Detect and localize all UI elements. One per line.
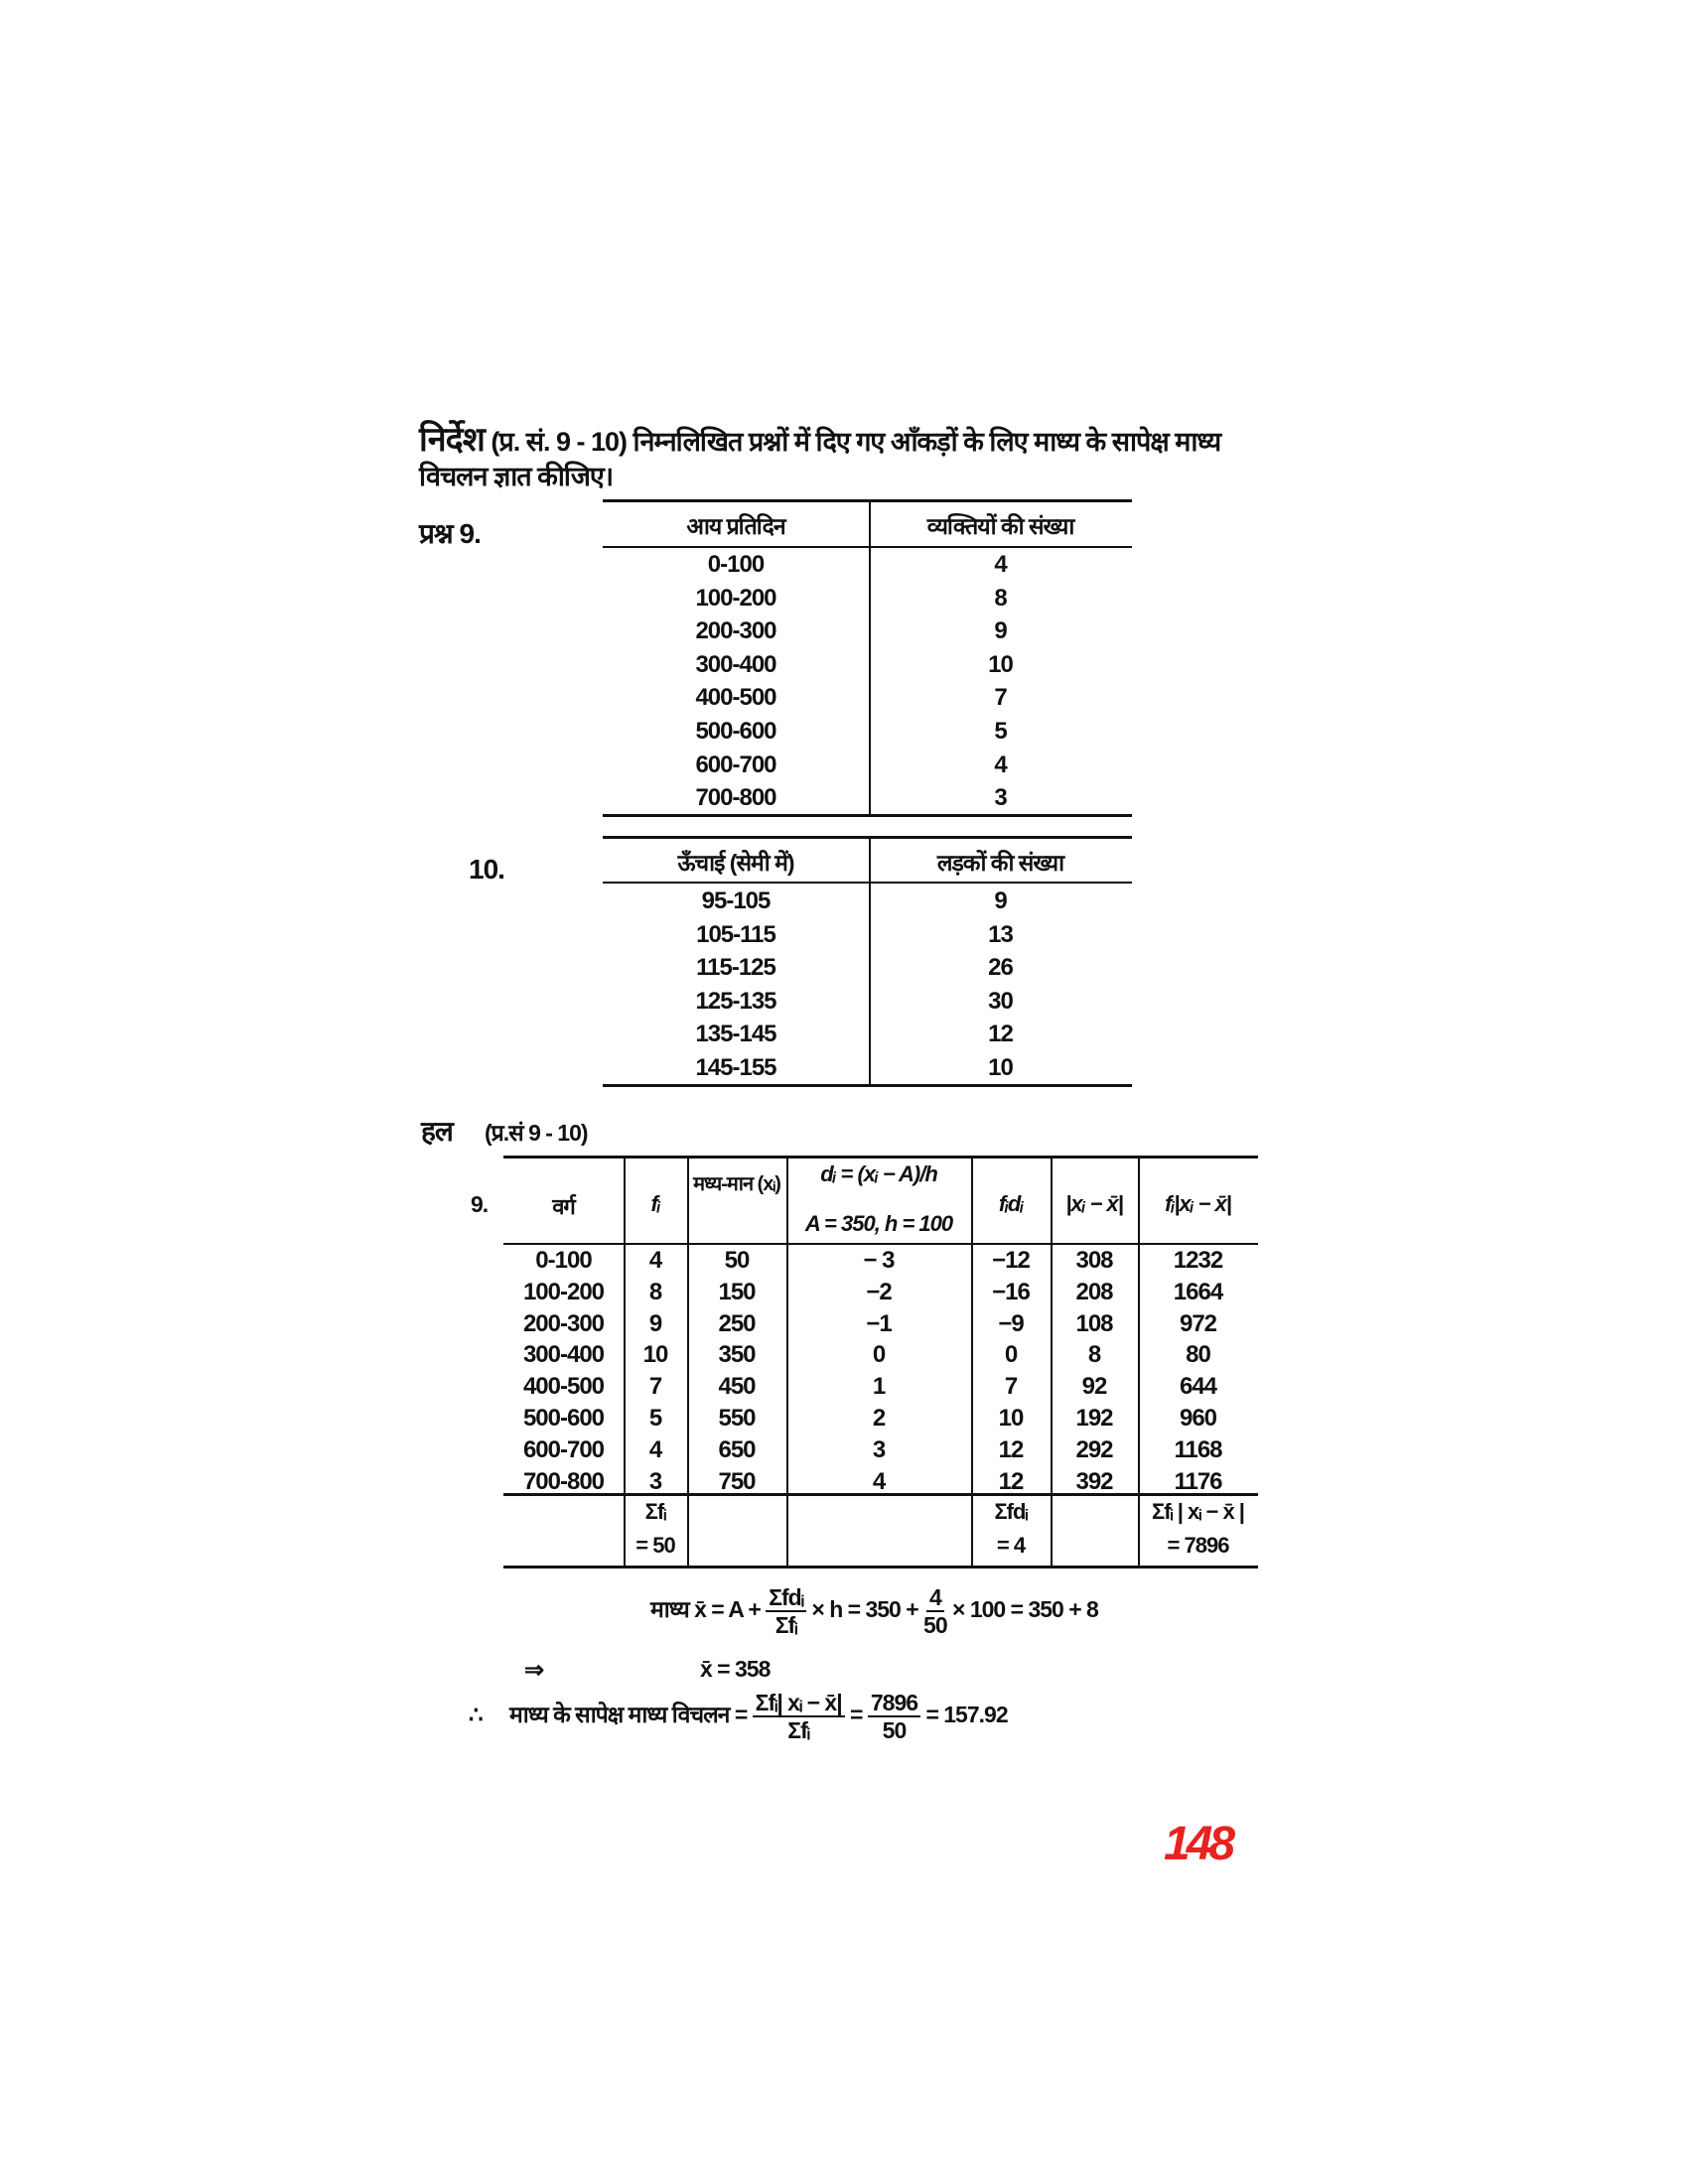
table-cell: 7: [1004, 1373, 1018, 1401]
column-header: व्यक्तियों की संख्या: [926, 513, 1074, 539]
count-cell: 4: [994, 551, 1007, 578]
total-cell: Σfᵢ | xᵢ − x̄ |: [1152, 1499, 1244, 1524]
table-cell: 80: [1186, 1341, 1210, 1369]
table-cell: 3: [648, 1467, 662, 1495]
column-header: A = 350, h = 100: [804, 1211, 953, 1236]
table-header-rule: [603, 546, 1132, 548]
table-cell: 400-500: [522, 1373, 605, 1401]
count-cell: 9: [994, 887, 1007, 914]
mean-den2: 50: [923, 1612, 947, 1638]
table-cell: 1232: [1173, 1247, 1223, 1274]
solution-number: 9.: [471, 1191, 489, 1217]
table-cell: 12: [998, 1435, 1024, 1463]
column-header: मध्य-मान (xᵢ): [693, 1173, 780, 1195]
directions-label: निर्देश: [419, 421, 485, 459]
mean-prefix: माध्य x̄ = A +: [650, 1596, 761, 1623]
md-eq: =: [850, 1702, 863, 1728]
therefore-symbol: ∴: [469, 1702, 483, 1728]
table-header-rule: [503, 1243, 1258, 1245]
range-cell: 0-100: [707, 551, 765, 578]
range-cell: 135-145: [695, 1021, 776, 1048]
table-cell: 50: [724, 1247, 750, 1274]
table-cell: 1168: [1174, 1435, 1222, 1463]
table-cell: 0-100: [535, 1247, 592, 1274]
mean-deviation: [469, 1690, 1008, 1743]
count-cell: 8: [994, 584, 1007, 612]
range-cell: 115-125: [696, 954, 775, 982]
table-cell: 7: [648, 1373, 662, 1401]
md-den2: 50: [882, 1717, 907, 1743]
table-cell: 12: [998, 1467, 1024, 1495]
column-header: fᵢ|xᵢ − x̄|: [1165, 1191, 1231, 1216]
table-cell: 1176: [1174, 1467, 1222, 1495]
table-cell: 200-300: [522, 1309, 605, 1337]
table-cell: 250: [718, 1309, 756, 1337]
count-cell: 3: [994, 784, 1007, 812]
implies-arrow: ⇒: [524, 1657, 544, 1684]
count-cell: 5: [994, 718, 1007, 745]
md-den: Σfᵢ: [787, 1717, 809, 1743]
solution-label: हल: [421, 1116, 453, 1147]
table-cell: 10: [642, 1341, 668, 1369]
table-bottom-rule: [503, 1566, 1258, 1569]
column-header: fᵢdᵢ: [998, 1191, 1024, 1216]
table-bottom-rule: [603, 814, 1132, 817]
column-header: ऊँचाई (सेमी में): [677, 850, 794, 876]
table-cell: 960: [1179, 1405, 1217, 1432]
table-cell: −2: [866, 1278, 892, 1305]
table-cell: 450: [718, 1373, 756, 1401]
table-cell: 300-400: [522, 1341, 605, 1369]
table-cell: 750: [718, 1467, 756, 1495]
total-cell: = 4: [996, 1533, 1026, 1558]
table-cell: 600-700: [522, 1435, 605, 1463]
total-cell: Σfdᵢ: [994, 1499, 1028, 1524]
md-result: = 157.92: [925, 1702, 1008, 1728]
count-cell: 9: [994, 617, 1007, 645]
directions: [419, 415, 1220, 461]
table-cell: 2: [872, 1405, 886, 1432]
range-cell: 95-105: [701, 887, 771, 914]
range-cell: 105-115: [696, 920, 775, 948]
table-cell: 4: [872, 1467, 886, 1495]
total-cell: = 7896: [1167, 1533, 1229, 1558]
range-cell: 500-600: [695, 718, 776, 745]
count-cell: 13: [988, 920, 1013, 948]
mean-num2: 4: [926, 1584, 944, 1612]
table-cell: − 3: [863, 1247, 895, 1274]
table-cell: 4: [648, 1435, 662, 1463]
table-cell: 350: [718, 1341, 756, 1369]
table-cell: 392: [1075, 1467, 1113, 1495]
mean-num: Σfdᵢ: [766, 1584, 806, 1612]
table-cell: 9: [648, 1309, 662, 1337]
column-header: |xᵢ − x̄|: [1065, 1191, 1123, 1216]
range-cell: 600-700: [695, 751, 776, 778]
table-cell: −12: [992, 1247, 1030, 1274]
table-cell: 100-200: [522, 1278, 605, 1305]
range-cell: 200-300: [695, 617, 776, 645]
range-cell: 300-400: [695, 650, 776, 678]
directions-text-2: विचलन ज्ञात कीजिए।: [419, 462, 614, 491]
mean-result: x̄ = 358: [700, 1656, 771, 1682]
table-top-rule: [603, 836, 1132, 839]
column-header: dᵢ = (xᵢ − A)/h: [820, 1161, 937, 1186]
question-10-label: 10.: [469, 854, 504, 885]
table-cell: 10: [998, 1405, 1024, 1432]
table-cell: 650: [718, 1435, 756, 1463]
table-cell: 208: [1075, 1278, 1113, 1305]
count-cell: 10: [988, 650, 1013, 678]
table-bottom-rule: [603, 1084, 1132, 1087]
table-cell: 308: [1075, 1247, 1113, 1274]
md-num: Σfᵢ| xᵢ − x̄|: [753, 1690, 845, 1717]
table-cell: −16: [992, 1278, 1030, 1305]
table-cell: 1: [872, 1373, 886, 1401]
table-cell: 8: [648, 1278, 662, 1305]
table-cell: 292: [1075, 1435, 1113, 1463]
range-cell: 700-800: [695, 784, 776, 812]
table-cell: 150: [718, 1278, 756, 1305]
table-top-rule: [603, 499, 1132, 502]
range-cell: 400-500: [695, 684, 776, 712]
count-cell: 26: [988, 954, 1013, 982]
table-cell: 3: [872, 1435, 886, 1463]
mean-den: Σfᵢ: [774, 1612, 797, 1638]
column-header: आय प्रतिदिन: [686, 513, 785, 539]
table-cell: −1: [866, 1309, 892, 1337]
table-cell: 192: [1075, 1405, 1113, 1432]
table-cell: 8: [1087, 1341, 1101, 1369]
range-cell: 145-155: [695, 1054, 776, 1081]
page-number: 148: [1164, 1818, 1232, 1870]
question-9-label: प्रश्न 9.: [419, 518, 481, 549]
table-cell: 500-600: [522, 1405, 605, 1432]
table-cell: 92: [1081, 1373, 1107, 1401]
column-header: लड़कों की संख्या: [936, 850, 1064, 876]
column-header: fᵢ: [650, 1191, 660, 1216]
table-cell: 108: [1075, 1309, 1113, 1337]
table-cell: 1664: [1173, 1278, 1223, 1305]
table-cell: 0: [1004, 1341, 1018, 1369]
count-cell: 10: [988, 1054, 1013, 1081]
table-cell: 4: [648, 1247, 662, 1274]
table-header-rule: [603, 882, 1132, 884]
column-header: वर्ग: [552, 1194, 575, 1219]
table-cell: 5: [648, 1405, 662, 1432]
count-cell: 30: [988, 987, 1013, 1015]
table-cell: 550: [718, 1405, 756, 1432]
count-cell: 7: [994, 684, 1007, 712]
table-top-rule: [503, 1156, 1258, 1159]
count-cell: 4: [994, 751, 1007, 778]
mean-mid: × h = 350 +: [811, 1596, 918, 1623]
directions-text: (प्र. सं. 9 - 10) निम्नलिखित प्रश्नों में दिए गए आँकड़ों के लिए माध्य के सापेक्ष माध्य: [491, 427, 1221, 457]
solution-ref: (प्र.सं 9 - 10): [485, 1120, 588, 1146]
md-prefix: माध्य के सापेक्ष माध्य विचलन =: [509, 1702, 748, 1728]
md-num2: 7896: [868, 1690, 920, 1717]
mean-formula: [650, 1584, 1098, 1638]
table-cell: 972: [1179, 1309, 1217, 1337]
mean-suffix: × 100 = 350 + 8: [952, 1596, 1098, 1623]
table-cell: 700-800: [522, 1467, 605, 1495]
table-cell: 0: [872, 1341, 886, 1369]
count-cell: 12: [988, 1021, 1013, 1048]
total-cell: Σfᵢ: [644, 1499, 666, 1524]
total-cell: = 50: [635, 1533, 675, 1558]
table-cell: −9: [998, 1309, 1024, 1337]
range-cell: 100-200: [695, 584, 776, 612]
range-cell: 125-135: [695, 987, 776, 1015]
table-cell: 644: [1179, 1373, 1217, 1401]
